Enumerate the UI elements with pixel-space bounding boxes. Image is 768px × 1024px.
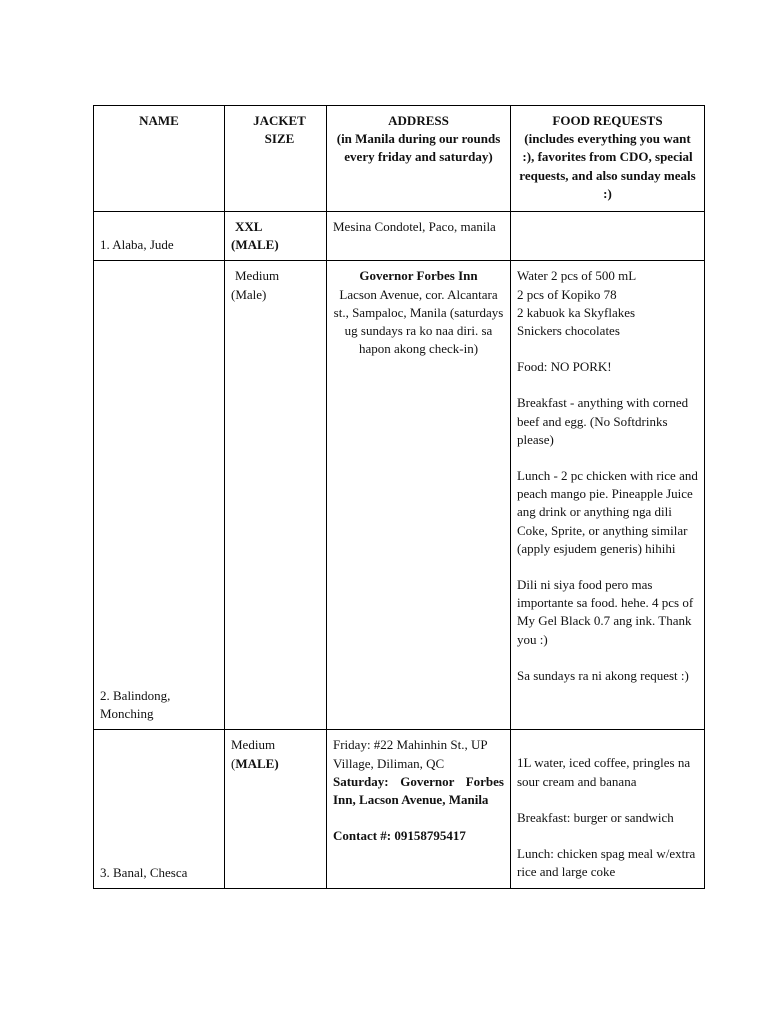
header-row bbox=[94, 106, 705, 212]
food-cell bbox=[511, 212, 705, 261]
address-cell: Governor Forbes Inn Lacson Avenue, cor. Alcantara st., Sampaloc, Manila (saturdays ug sundays ra ko naa diri. sa hapon akong check-in) bbox=[327, 261, 511, 730]
header-jacket-size: JACKET SIZE bbox=[225, 106, 327, 212]
address-cell: Mesina Condotel, Paco, manila bbox=[327, 212, 511, 261]
food-cell: Water 2 pcs of 500 mL 2 pcs of Kopiko 78 2 kabuok ka Skyflakes Snickers chocolates Food: NO PORK! Breakfast - anything with corned beef and egg. (No Softdrinks please) Lunch - 2 pc chicken with rice and peach mango pie. Pineapple Juice ang drink or anything nga dili Coke, Sprite, or anything similar (apply esjudem generis) hihihi Dili ni siya food pero mas importante sa food. hehe. 4 pcs of My Gel Black 0.7 ang ink. Thank you :) Sa sundays ra ni akong request :) bbox=[511, 261, 705, 730]
food-cell: 1L water, iced coffee, pringles na sour cream and banana Breakfast: burger or sandwich Lunch: chicken spag meal w/extra rice and large coke bbox=[511, 730, 705, 889]
header-food-requests: FOOD REQUESTS (includes everything you want :), favorites from CDO, special requests, and also sunday meals :) bbox=[511, 106, 705, 212]
header-name: NAME bbox=[94, 106, 225, 212]
name-cell: 3. Banal, Chesca bbox=[94, 730, 225, 889]
name-cell: 2. Balindong, Monching bbox=[94, 261, 225, 730]
jacket-cell: XXL (MALE) bbox=[225, 212, 327, 261]
table-row bbox=[94, 730, 705, 889]
table-row bbox=[94, 212, 705, 261]
table-row bbox=[94, 261, 705, 730]
food-request-table bbox=[93, 105, 705, 889]
address-cell: Friday: #22 Mahinhin St., UP Village, Diliman, QC Saturday: Governor Forbes Inn, Lacson Avenue, Manila Contact #: 09158795417 bbox=[327, 730, 511, 889]
jacket-cell: Medium (Male) bbox=[225, 261, 327, 730]
name-cell: 1. Alaba, Jude bbox=[94, 212, 225, 261]
header-address: ADDRESS (in Manila during our rounds every friday and saturday) bbox=[327, 106, 511, 212]
jacket-cell: Medium (MALE) bbox=[225, 730, 327, 889]
